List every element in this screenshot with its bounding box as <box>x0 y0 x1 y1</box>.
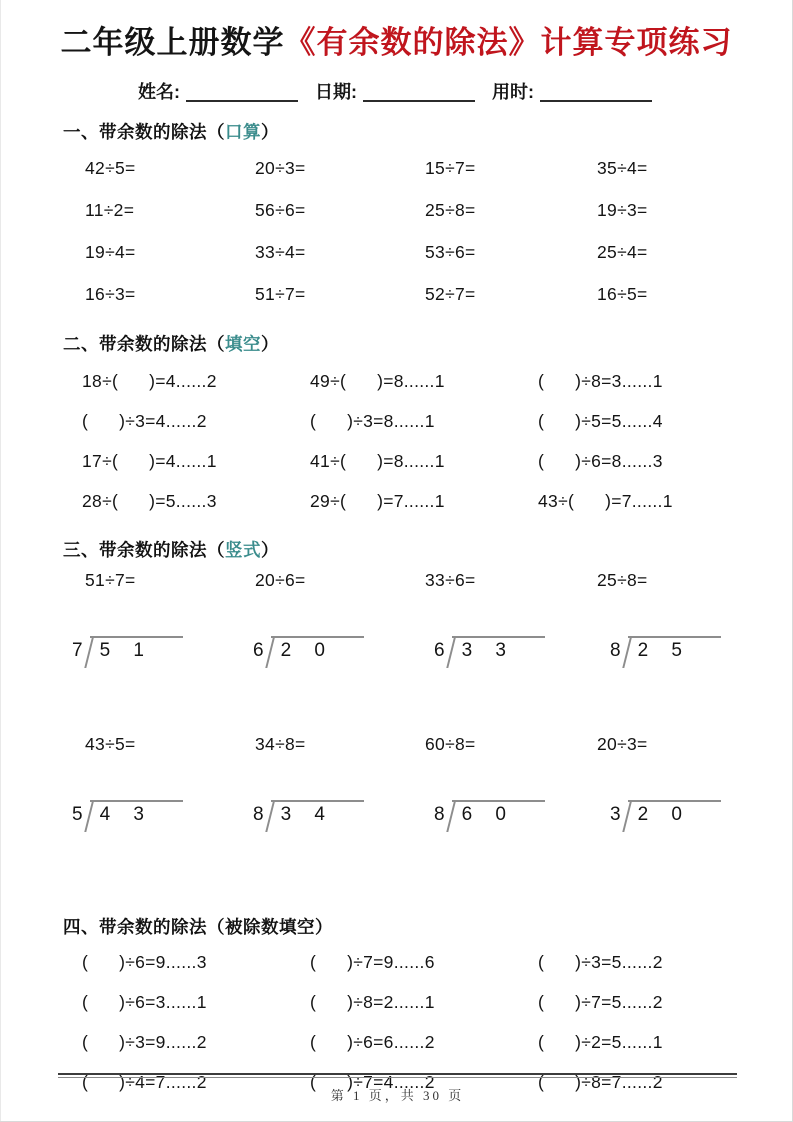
long-division-bracket <box>264 636 364 674</box>
long-division-row-2 <box>72 800 753 838</box>
long-division-bracket <box>83 636 183 674</box>
vertical-equation: 33÷6= <box>425 570 476 591</box>
name-label: 姓名: <box>138 81 180 102</box>
long-division-bracket <box>621 636 721 674</box>
oral-problem: 16÷5= <box>597 284 648 305</box>
section-vertical-title-text: 三、带余数的除法 <box>63 539 207 560</box>
oral-problem: 19÷3= <box>597 200 648 221</box>
fill-problem: ( )÷5=5......4 <box>538 411 663 432</box>
vertical-equations-row-1 <box>85 566 753 596</box>
vertical-equation: 25÷8= <box>597 570 648 591</box>
fill-problem: 43÷( )=7......1 <box>538 491 673 512</box>
fill-problem: ( )÷8=3......1 <box>538 371 663 392</box>
long-division-setup <box>434 636 610 674</box>
section-vertical-paren-open: （ <box>207 539 225 560</box>
oral-problem-grid <box>85 148 753 316</box>
oral-problem: 11÷2= <box>85 200 135 221</box>
dividend-problem: ( )÷6=3......1 <box>82 992 207 1013</box>
long-division-divisor: 8 <box>434 803 445 825</box>
oral-problem: 20÷3= <box>255 158 306 179</box>
date-label: 日期: <box>315 81 357 102</box>
long-division-dividend: 2 5 <box>637 639 691 661</box>
vertical-equation: 51÷7= <box>85 570 136 591</box>
long-division-dividend: 2 0 <box>280 639 334 661</box>
long-division-row-1 <box>72 636 753 674</box>
dividend-problem: ( )÷8=2......1 <box>310 992 435 1013</box>
long-division-dividend: 2 0 <box>637 803 691 825</box>
name-blank-line <box>186 83 298 102</box>
page-title <box>0 0 793 63</box>
oral-problem: 42÷5= <box>85 158 136 179</box>
fill-problem: 28÷( )=5......3 <box>82 491 217 512</box>
long-division-bracket <box>445 636 545 674</box>
long-division-divisor: 5 <box>72 803 83 825</box>
fill-problem: 18÷( )=4......2 <box>82 371 217 392</box>
fill-problem: ( )÷3=4......2 <box>82 411 207 432</box>
oral-problem: 51÷7= <box>255 284 306 305</box>
long-division-divisor: 8 <box>610 639 621 661</box>
long-division-setup <box>253 800 434 838</box>
vertical-equation: 34÷8= <box>255 734 306 755</box>
section-fill-title <box>63 331 793 356</box>
section-vertical-title <box>63 537 793 562</box>
page-title-black: 二年级上册数学 <box>60 25 285 60</box>
fill-problem: 29÷( )=7......1 <box>310 491 445 512</box>
footer-divider <box>58 1073 737 1078</box>
dividend-problem: ( )÷8=7......2 <box>538 1072 663 1093</box>
long-division-setup <box>72 800 253 838</box>
oral-problem: 53÷6= <box>425 242 476 263</box>
section-fill-paren-close: ） <box>261 333 279 354</box>
dividend-problem: ( )÷6=6......2 <box>310 1032 435 1053</box>
oral-problem: 56÷6= <box>255 200 306 221</box>
long-division-divisor: 8 <box>253 803 264 825</box>
oral-problem: 16÷3= <box>85 284 136 305</box>
long-division-setup <box>610 636 753 674</box>
page-title-red: 《有余数的除法》计算专项练习 <box>284 25 733 60</box>
dividend-problem: ( )÷7=5......2 <box>538 992 663 1013</box>
section-oral-accent: 口算 <box>225 121 261 142</box>
vertical-equation: 43÷5= <box>85 734 136 755</box>
section-fill-paren-open: （ <box>207 333 225 354</box>
dividend-problem: ( )÷3=5......2 <box>538 952 663 973</box>
long-division-divisor: 6 <box>434 639 445 661</box>
long-division-setup <box>72 636 253 674</box>
vertical-equations-row-2 <box>85 730 753 760</box>
section-dividend-title-text: 四、带余数的除法（被除数填空） <box>63 916 333 937</box>
section-fill-title-text: 二、带余数的除法 <box>63 333 207 354</box>
oral-problem: 15÷7= <box>425 158 476 179</box>
dividend-problem: ( )÷3=9......2 <box>82 1032 207 1053</box>
long-division-divisor: 3 <box>610 803 621 825</box>
fill-problem: ( )÷3=8......1 <box>310 411 435 432</box>
long-division-bracket <box>621 800 721 838</box>
oral-problem: 35÷4= <box>597 158 648 179</box>
dividend-problem: ( )÷7=9......6 <box>310 952 435 973</box>
oral-problem: 25÷4= <box>597 242 648 263</box>
section-vertical-paren-close: ） <box>261 539 279 560</box>
section-fill-accent: 填空 <box>225 333 261 354</box>
fill-problem: 49÷( )=8......1 <box>310 371 445 392</box>
section-oral-paren-close: ） <box>261 121 279 142</box>
section-oral-paren-open: （ <box>207 121 225 142</box>
date-blank-line <box>363 83 475 102</box>
long-division-bracket <box>83 800 183 838</box>
dividend-problem: ( )÷6=9......3 <box>82 952 207 973</box>
vertical-equation: 20÷6= <box>255 570 306 591</box>
long-division-dividend: 5 1 <box>99 639 153 661</box>
long-division-setup <box>434 800 610 838</box>
section-oral-title-text: 一、带余数的除法 <box>63 121 207 142</box>
oral-problem: 33÷4= <box>255 242 306 263</box>
dividend-problem: ( )÷2=5......1 <box>538 1032 663 1053</box>
long-division-setup <box>610 800 753 838</box>
oral-problem: 19÷4= <box>85 242 136 263</box>
section-oral-title <box>63 119 793 144</box>
long-division-divisor: 7 <box>72 639 83 661</box>
dividend-problem: ( )÷7=4......2 <box>310 1072 435 1093</box>
oral-problem: 52÷7= <box>425 284 476 305</box>
fill-problem: 17÷( )=4......1 <box>82 451 217 472</box>
time-label: 用时: <box>492 81 534 102</box>
section-dividend-title <box>63 914 793 939</box>
student-info-line <box>138 78 793 104</box>
page-number: 第 1 页，共 30 页 <box>330 1088 465 1103</box>
long-division-dividend: 4 3 <box>99 803 153 825</box>
vertical-equation: 20÷3= <box>597 734 648 755</box>
long-division-bracket <box>264 800 364 838</box>
long-division-divisor: 6 <box>253 639 264 661</box>
fill-problem: ( )÷6=8......3 <box>538 451 663 472</box>
oral-problem: 25÷8= <box>425 200 476 221</box>
long-division-dividend: 3 4 <box>280 803 334 825</box>
fill-problem-grid <box>82 362 757 522</box>
long-division-dividend: 3 3 <box>461 639 515 661</box>
vertical-equation: 60÷8= <box>425 734 476 755</box>
fill-problem: 41÷( )=8......1 <box>310 451 445 472</box>
section-vertical-accent: 竖式 <box>225 539 261 560</box>
time-blank-line <box>540 83 652 102</box>
dividend-problem: ( )÷4=7......2 <box>82 1072 207 1093</box>
long-division-bracket <box>445 800 545 838</box>
page-footer <box>58 1073 737 1104</box>
long-division-dividend: 6 0 <box>461 803 515 825</box>
long-division-setup <box>253 636 434 674</box>
